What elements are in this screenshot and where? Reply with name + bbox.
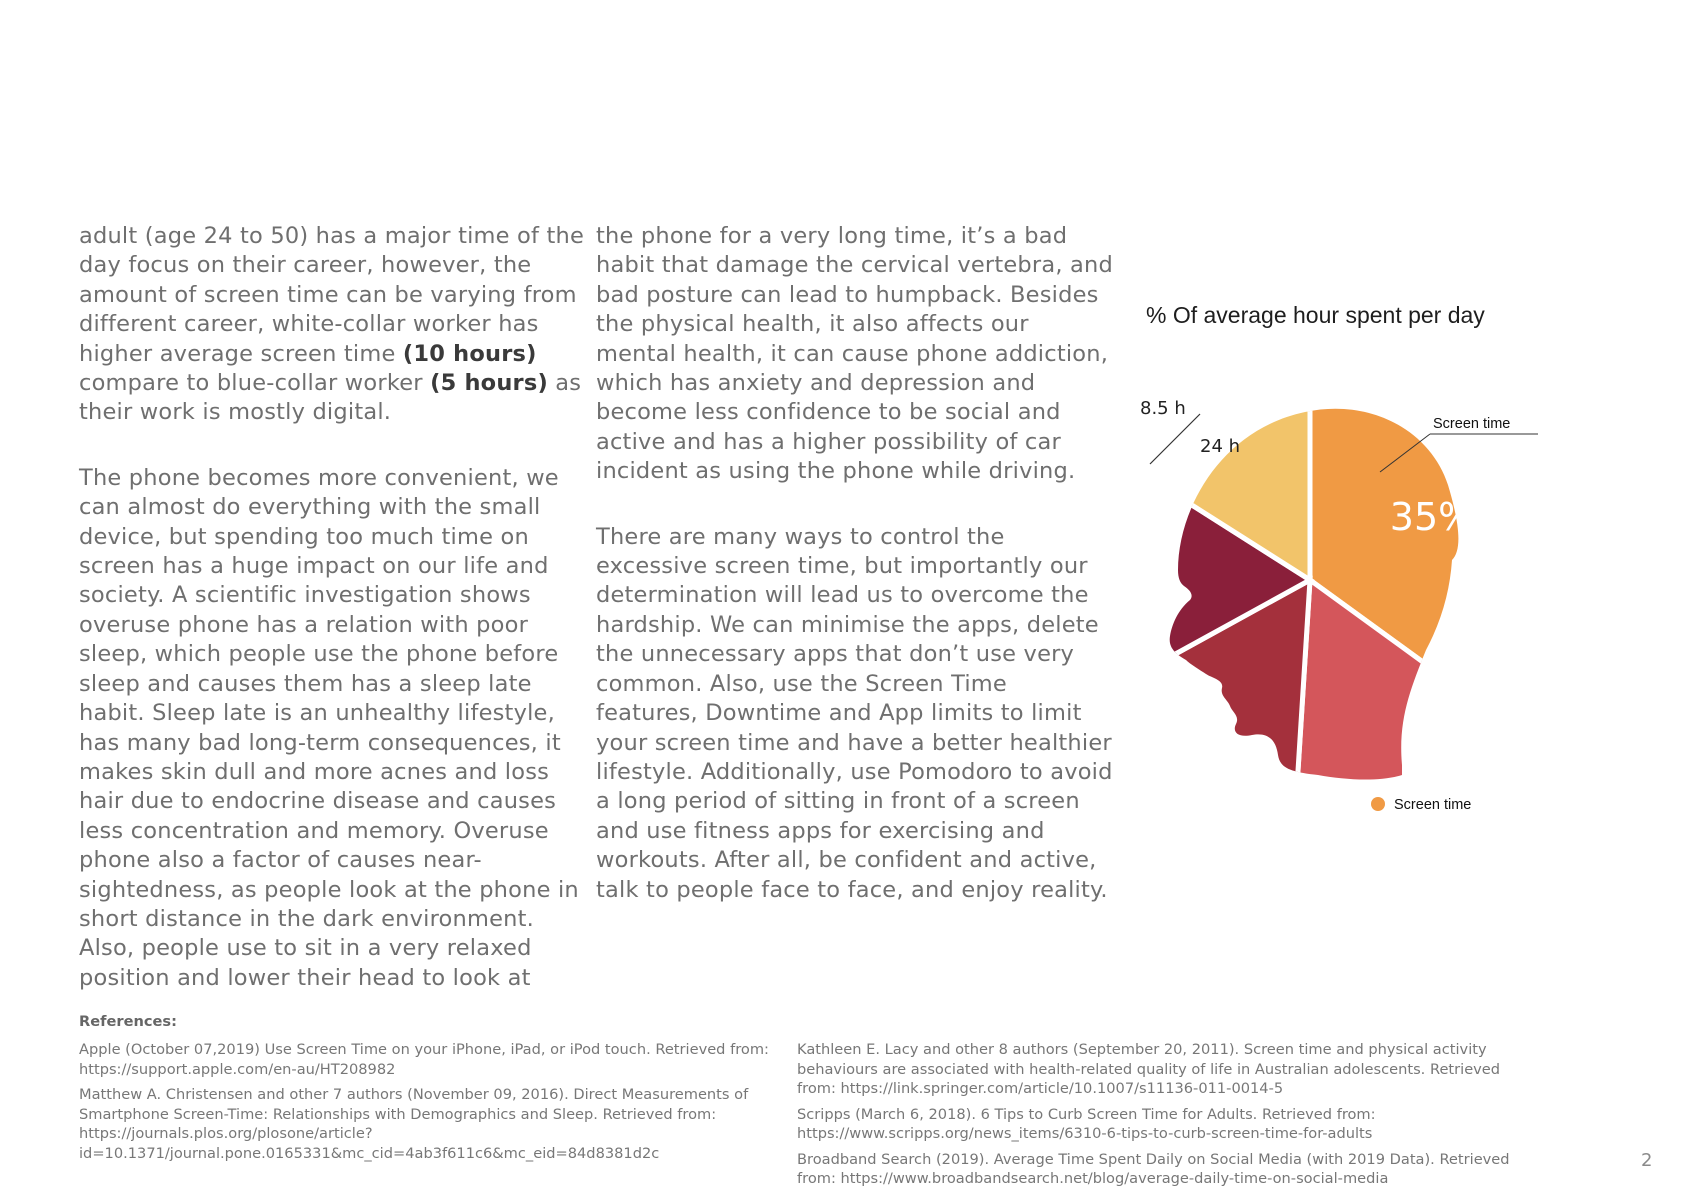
white-collar-hours: (10 hours) [402, 340, 537, 367]
legend-swatch [1371, 797, 1385, 811]
legend-label: Screen time [1394, 797, 1472, 813]
head-pie-chart [1140, 390, 1540, 820]
body-column-left [79, 222, 594, 1029]
reference-item: Broadband Search (2019). Average Time Spent Daily on Social Media (with 2019 Data). Retrieved from: https://www.broadbandsearch.net/blog/average-daily-time-on-social-media [797, 1150, 1510, 1187]
paragraph-career: adult (age 24 to 50) has a major time of the day focus on their career, however, the amount of screen time can be varying from different career, white-collar worker has higher average screen time (10 hours) compare to blue-collar worker (5 hours) as their work is mostly digital. [79, 223, 585, 426]
reference-item: Apple (October 07,2019) Use Screen Time on your iPhone, iPad, or iPod touch. Retrieved from: https://support.apple.com/en-au/HT208982 [79, 1041, 769, 1078]
paragraph-health: the phone for a very long time, it’s a bad habit that damage the cervical vertebra, and bad posture can lead to humpback. Besides the physical health, it also affects our mental health, it can cause phone addiction, which has anxiety and depression and become less confidence to be social and active and has a higher possibility of car incident as using the phone while driving. [596, 223, 1113, 485]
reference-item: Matthew A. Christensen and other 7 authors (November 09, 2016). Direct Measurements of Smartphone Screen-Time: Relationships with Demographics and Sleep. Retrieved from: https://journals.plos.org/plosone/article?id=10.1371/journal.pone.0165331&mc_cid=4ab3f611c6&mc_eid=84d8381d2c [79, 1086, 749, 1162]
references-left [79, 1040, 779, 1169]
callout-label: Screen time [1433, 416, 1511, 432]
reference-item: Scripps (March 6, 2018). 6 Tips to Curb Screen Time for Adults. Retrieved from: https://www.scripps.org/news_items/6310-6-tips-to-curb-screen-time-for-adults [797, 1105, 1376, 1142]
blue-collar-hours: (5 hours) [430, 370, 548, 397]
fraction-denominator: 24 h [1200, 436, 1241, 457]
reference-item: Kathleen E. Lacy and other 8 authors (September 20, 2011). Screen time and physical activity behaviours are associated with health-related quality of life in Australian adolescents. Retrieved from: https://link.springer.com/article/10.1007/s11136-011-0014-5 [797, 1041, 1501, 1097]
chart-title: % Of average hour spent per day [1146, 302, 1485, 328]
fraction-numerator: 8.5 h [1140, 398, 1186, 419]
body-column-right [596, 222, 1116, 941]
paragraph-impact: The phone becomes more convenient, we can almost do everything with the small device, but spending too much time on screen has a huge impact on our life and society. A scientific investigation shows overuse phone has a relation with poor sleep, which people use the phone before sleep and causes them has a sleep late habit. Sleep late is an unhealthy lifestyle, has many bad long-term consequences, it makes skin dull and more acnes and loss hair due to endocrine disease and causes less concentration and memory. Overuse phone also a factor of causes near-sightedness, as people look at the phone in short distance in the dark environment. Also, people use to sit in a very relaxed position and lower their head to look at [79, 464, 579, 991]
references [79, 1012, 1569, 1187]
page-number: 2 [1641, 1150, 1653, 1171]
slice-value-label: 35% [1389, 495, 1475, 539]
paragraph-control: There are many ways to control the excessive screen time, but importantly our determination will lead us to overcome the hardship. We can minimise the apps, delete the unnecessary apps that don’t use very common. Also, use the Screen Time features, Downtime and App limits to limit your screen time and have a better healthier lifestyle. Additionally, use Pomodoro to avoid a long period of sitting in front of a screen and use fitness apps for exercising and workouts. After all, be confident and active, talk to people face to face, and enjoy reality. [596, 523, 1113, 903]
references-right [797, 1040, 1517, 1195]
references-title: References: [79, 1013, 177, 1030]
